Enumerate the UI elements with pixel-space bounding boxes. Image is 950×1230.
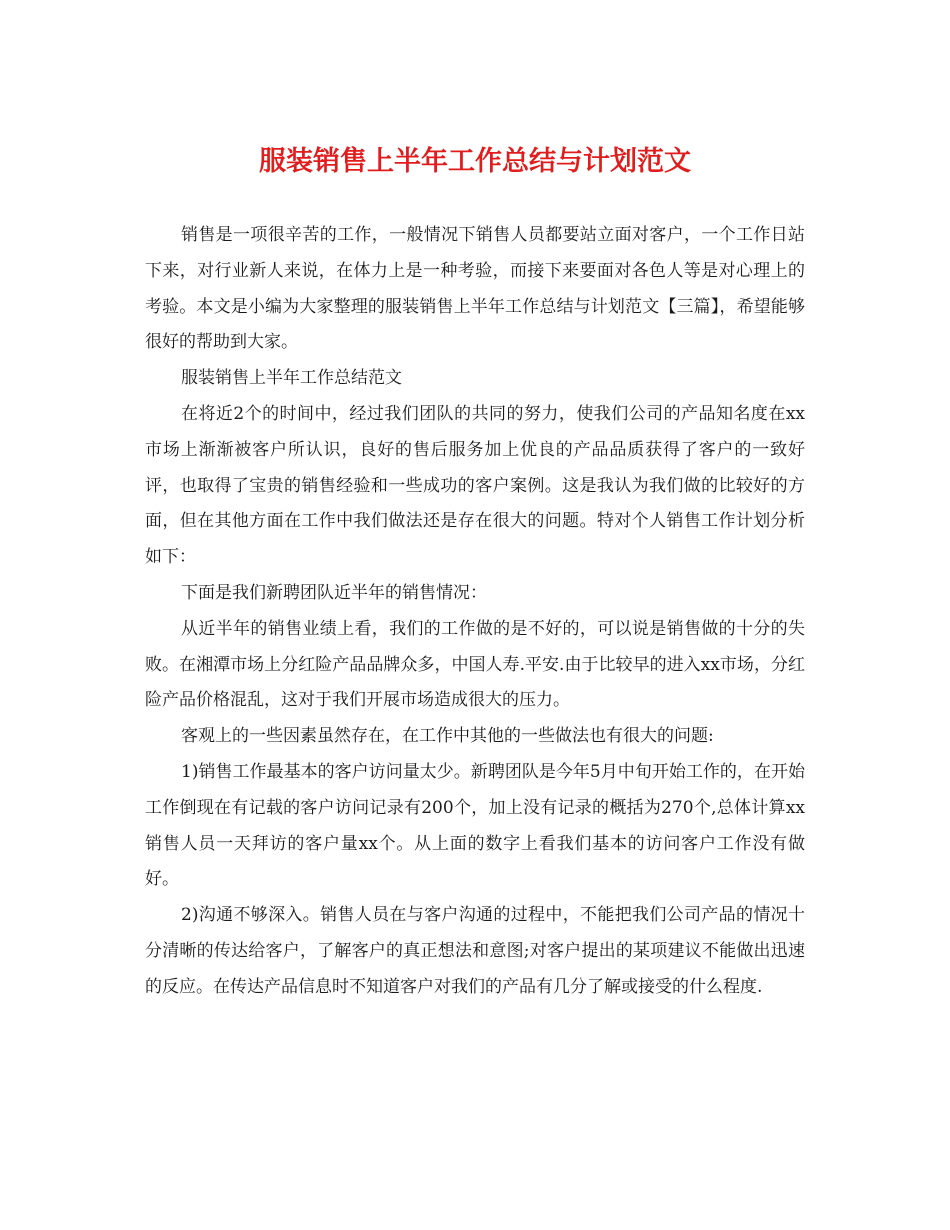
paragraph-performance: 从近半年的销售业绩上看，我们的工作做的是不好的，可以说是销售做的十分的失败。在湘潭市场上分红险产品品牌众多，中国人寿.平安.由于比较早的进入xx市场，分红险产品价格混乱，这对于我们开展市场造成很大的压力。 <box>145 618 805 711</box>
paragraph-problems-intro: 客观上的一些因素虽然存在，在工作中其他的一些做法也有很大的问题: <box>181 726 714 747</box>
paragraph-intro: 销售是一项很辛苦的工作，一般情况下销售人员都要站立面对客户，一个工作日站下来，对行业新人来说，在体力上是一种考验，而接下来要面对各色人等是对心理上的考验。本文是小编为大家整理的服装销售上半年工作总结与计划范文【三篇】，希望能够很好的帮助到大家。 <box>145 225 805 353</box>
paragraph-problem-1: 1)销售工作最基本的客户访问量太少。新聘团队是今年5月中旬开始工作的，在开始工作倒现在有记载的客户访问记录有200个，加上没有记录的概括为270个,总体计算xx销售人员一天拜访的客户量xx个。从上面的数字上看我们基本的访问客户工作没有做好。 <box>145 761 805 890</box>
paragraph-problem-2: 2)沟通不够深入。销售人员在与客户沟通的过程中，不能把我们公司产品的情况十分清晰的传达给客户，了解客户的真正想法和意图;对客户提出的某项建议不能做出迅速的反应。在传达产品信息时不知道客户对我们的产品有几分了解或接受的什么程度. <box>145 905 805 997</box>
document-body <box>145 218 805 1006</box>
paragraph-sales-situation: 下面是我们新聘团队近半年的销售情况： <box>181 582 487 603</box>
document-title: 服装销售上半年工作总结与计划范文 <box>259 146 691 177</box>
paragraph-achievements: 在将近2个的时间中，经过我们团队的共同的努力，使我们公司的产品知名度在xx市场上渐渐被客户所认识，良好的售后服务加上优良的产品品质获得了客户的一致好评，也取得了宝贵的销售经验和一些成功的客户案例。这是我认为我们做的比较好的方面，但在其他方面在工作中我们做法还是存在很大的问题。特对个人销售工作计划分析如下： <box>145 403 805 568</box>
paragraph-section-heading: 服装销售上半年工作总结范文 <box>181 368 402 389</box>
